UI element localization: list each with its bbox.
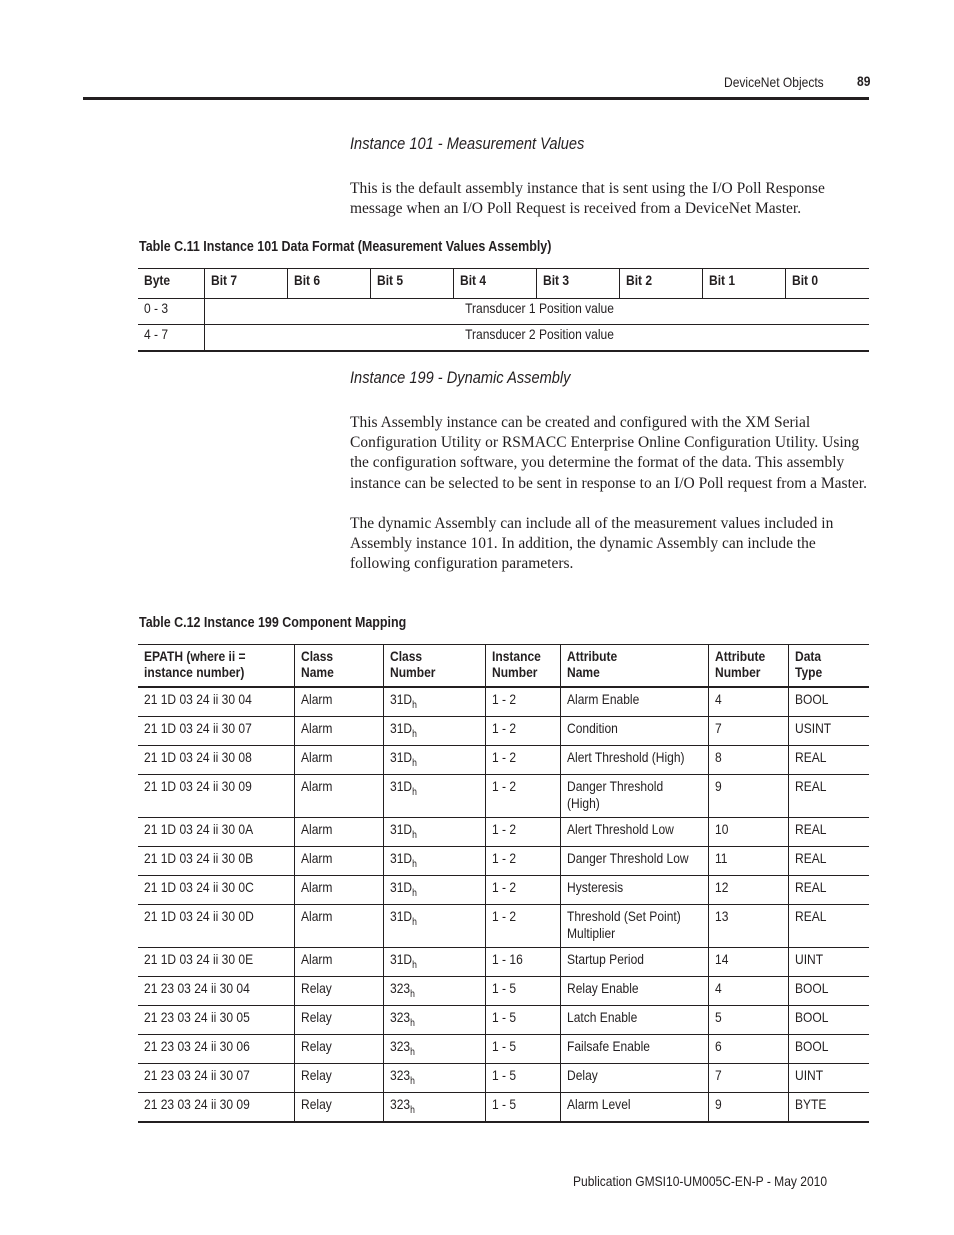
class-number-cell: $31D_h$ xyxy=(383,876,486,905)
epath-cell: 21 23 03 24 ii 30 07 xyxy=(138,1064,295,1093)
class-name-cell: Alarm xyxy=(295,775,384,818)
attribute-number-cell: 14 xyxy=(709,948,789,977)
header-rule xyxy=(83,97,869,100)
data-type-cell: USINT xyxy=(789,717,869,746)
column-header: Bit 3 xyxy=(536,269,619,299)
data-type-cell: BYTE xyxy=(789,1093,869,1123)
epath-cell: 21 1D 03 24 ii 30 0B xyxy=(138,847,295,876)
byte-cell: 4 - 7 xyxy=(138,325,204,352)
table-row xyxy=(138,687,869,717)
class-name-cell: Alarm xyxy=(295,876,384,905)
class-number-cell: $323_h$ xyxy=(383,1035,486,1064)
table-c11-caption: Table C.11 Instance 101 Data Format (Measurement Values Assembly) xyxy=(139,239,552,255)
table-row xyxy=(138,948,869,977)
attribute-name-cell: Relay Enable xyxy=(560,977,708,1006)
table-row xyxy=(138,876,869,905)
class-number-cell: $31D_h$ xyxy=(383,687,486,717)
column-header: Byte xyxy=(138,269,204,299)
epath-cell: 21 1D 03 24 ii 30 0E xyxy=(138,948,295,977)
instance-number-cell: 1 - 2 xyxy=(486,876,560,905)
instance-199-body xyxy=(350,413,870,594)
column-header: Bit 5 xyxy=(370,269,453,299)
instance-number-cell: 1 - 2 xyxy=(486,746,560,775)
class-name-cell: Relay xyxy=(295,1093,384,1123)
epath-cell: 21 1D 03 24 ii 30 0D xyxy=(138,905,295,948)
column-header-instance-number: Instance Number xyxy=(486,645,560,688)
epath-cell: 21 23 03 24 ii 30 04 xyxy=(138,977,295,1006)
table-c12 xyxy=(138,644,869,1123)
table-row xyxy=(138,746,869,775)
table-row xyxy=(138,1035,869,1064)
epath-cell: 21 23 03 24 ii 30 09 xyxy=(138,1093,295,1123)
epath-cell: 21 1D 03 24 ii 30 0A xyxy=(138,818,295,847)
instance-number-cell: 1 - 2 xyxy=(486,687,560,717)
attribute-name-cell: Delay xyxy=(560,1064,708,1093)
class-number-cell: $31D_h$ xyxy=(383,775,486,818)
data-type-cell: REAL xyxy=(789,847,869,876)
page-number: 89 xyxy=(857,73,871,89)
instance-101-heading: Instance 101 - Measurement Values xyxy=(350,134,585,153)
paragraph: This Assembly instance can be created and configured with the XM Serial Configuration Utility or RSMACC Enterprise Online Configuration Utility. Using the configuration software, you determine the format of the data. This assembly instance can be selected to be sent in response to an I/O Poll request from a Master. xyxy=(350,414,867,492)
class-name-cell: Relay xyxy=(295,1035,384,1064)
data-type-cell: REAL xyxy=(789,775,869,818)
attribute-number-cell: 7 xyxy=(709,1064,789,1093)
table-row xyxy=(138,1006,869,1035)
instance-number-cell: 1 - 5 xyxy=(486,1006,560,1035)
class-number-cell: $323_h$ xyxy=(383,977,486,1006)
class-name-cell: Alarm xyxy=(295,948,384,977)
attribute-number-cell: 4 xyxy=(709,687,789,717)
epath-cell: 21 1D 03 24 ii 30 08 xyxy=(138,746,295,775)
attribute-number-cell: 13 xyxy=(709,905,789,948)
attribute-number-cell: 5 xyxy=(709,1006,789,1035)
table-c11 xyxy=(138,268,869,352)
class-name-cell: Alarm xyxy=(295,717,384,746)
instance-number-cell: 1 - 5 xyxy=(486,977,560,1006)
instance-101-body xyxy=(350,179,870,239)
table-row xyxy=(138,299,869,325)
attribute-name-cell: Threshold (Set Point) Multiplier xyxy=(560,905,708,948)
column-header: Bit 7 xyxy=(204,269,287,299)
column-header: Bit 6 xyxy=(287,269,370,299)
data-type-cell: REAL xyxy=(789,818,869,847)
epath-cell: 21 1D 03 24 ii 30 09 xyxy=(138,775,295,818)
attribute-number-cell: 12 xyxy=(709,876,789,905)
table-row xyxy=(138,847,869,876)
data-type-cell: BOOL xyxy=(789,687,869,717)
attribute-name-cell: Latch Enable xyxy=(560,1006,708,1035)
epath-cell: 21 1D 03 24 ii 30 07 xyxy=(138,717,295,746)
column-header-data-type: Data Type xyxy=(789,645,869,688)
column-header-attribute-number: Attribute Number xyxy=(709,645,789,688)
class-number-cell: $31D_h$ xyxy=(383,818,486,847)
column-header: Bit 1 xyxy=(702,269,785,299)
instance-number-cell: 1 - 5 xyxy=(486,1035,560,1064)
class-name-cell: Alarm xyxy=(295,905,384,948)
data-type-cell: UINT xyxy=(789,1064,869,1093)
attribute-number-cell: 6 xyxy=(709,1035,789,1064)
class-name-cell: Alarm xyxy=(295,847,384,876)
table-row xyxy=(138,775,869,818)
data-type-cell: REAL xyxy=(789,905,869,948)
table-row xyxy=(138,325,869,352)
attribute-name-cell: Condition xyxy=(560,717,708,746)
instance-number-cell: 1 - 2 xyxy=(486,905,560,948)
table-row xyxy=(138,977,869,1006)
attribute-number-cell: 9 xyxy=(709,1093,789,1123)
paragraph: This is the default assembly instance that is sent using the I/O Poll Response message when an I/O Poll Request is received from a DeviceNet Master. xyxy=(350,180,825,218)
attribute-number-cell: 11 xyxy=(709,847,789,876)
instance-199-heading: Instance 199 - Dynamic Assembly xyxy=(350,368,571,387)
attribute-number-cell: 4 xyxy=(709,977,789,1006)
paragraph: The dynamic Assembly can include all of the measurement values included in Assembly instance 101. In addition, the dynamic Assembly can include the following configuration parameters. xyxy=(350,514,834,573)
table-header-row xyxy=(138,645,869,688)
running-header-section: DeviceNet Objects xyxy=(724,74,824,90)
attribute-number-cell: 8 xyxy=(709,746,789,775)
instance-number-cell: 1 - 2 xyxy=(486,818,560,847)
class-name-cell: Relay xyxy=(295,1006,384,1035)
data-type-cell: UINT xyxy=(789,948,869,977)
class-number-cell: $31D_h$ xyxy=(383,847,486,876)
data-type-cell: REAL xyxy=(789,746,869,775)
epath-cell: 21 1D 03 24 ii 30 04 xyxy=(138,687,295,717)
table-row xyxy=(138,818,869,847)
class-name-cell: Alarm xyxy=(295,687,384,717)
instance-number-cell: 1 - 5 xyxy=(486,1064,560,1093)
value-cell: Transducer 2 Position value xyxy=(204,325,869,352)
publication-footer: Publication GMSI10-UM005C-EN-P - May 2010 xyxy=(572,1173,827,1189)
attribute-number-cell: 10 xyxy=(709,818,789,847)
class-number-cell: $31D_h$ xyxy=(383,746,486,775)
class-number-cell: $31D_h$ xyxy=(383,717,486,746)
column-header: Bit 4 xyxy=(453,269,536,299)
byte-cell: 0 - 3 xyxy=(138,299,204,325)
class-number-cell: $323_h$ xyxy=(383,1064,486,1093)
class-name-cell: Relay xyxy=(295,1064,384,1093)
column-header-epath: EPATH (where ii = instance number) xyxy=(138,645,295,688)
attribute-number-cell: 7 xyxy=(709,717,789,746)
table-c12-caption: Table C.12 Instance 199 Component Mapping xyxy=(139,615,407,631)
column-header-class-number: Class Number xyxy=(383,645,486,688)
attribute-name-cell: Alert Threshold (High) xyxy=(560,746,708,775)
data-type-cell: REAL xyxy=(789,876,869,905)
attribute-name-cell: Startup Period xyxy=(560,948,708,977)
attribute-name-cell: Failsafe Enable xyxy=(560,1035,708,1064)
table-header-row xyxy=(138,269,869,299)
class-name-cell: Alarm xyxy=(295,818,384,847)
column-header: Bit 2 xyxy=(619,269,702,299)
column-header: Bit 0 xyxy=(785,269,869,299)
attribute-name-cell: Danger Threshold Low xyxy=(560,847,708,876)
attribute-name-cell: Alert Threshold Low xyxy=(560,818,708,847)
data-type-cell: BOOL xyxy=(789,1035,869,1064)
table-row xyxy=(138,717,869,746)
attribute-name-cell: Alarm Enable xyxy=(560,687,708,717)
table-row xyxy=(138,905,869,948)
data-type-cell: BOOL xyxy=(789,1006,869,1035)
column-header-attribute-name: Attribute Name xyxy=(560,645,708,688)
epath-cell: 21 23 03 24 ii 30 06 xyxy=(138,1035,295,1064)
attribute-number-cell: 9 xyxy=(709,775,789,818)
instance-number-cell: 1 - 2 xyxy=(486,847,560,876)
class-name-cell: Alarm xyxy=(295,746,384,775)
instance-number-cell: 1 - 2 xyxy=(486,717,560,746)
table-row xyxy=(138,1093,869,1123)
table-row xyxy=(138,1064,869,1093)
data-type-cell: BOOL xyxy=(789,977,869,1006)
class-number-cell: $323_h$ xyxy=(383,1093,486,1123)
class-number-cell: $31D_h$ xyxy=(383,948,486,977)
class-number-cell: $323_h$ xyxy=(383,1006,486,1035)
value-cell: Transducer 1 Position value xyxy=(204,299,869,325)
epath-cell: 21 23 03 24 ii 30 05 xyxy=(138,1006,295,1035)
instance-number-cell: 1 - 16 xyxy=(486,948,560,977)
attribute-name-cell: Danger Threshold (High) xyxy=(560,775,708,818)
epath-cell: 21 1D 03 24 ii 30 0C xyxy=(138,876,295,905)
class-number-cell: $31D_h$ xyxy=(383,905,486,948)
instance-number-cell: 1 - 2 xyxy=(486,775,560,818)
class-name-cell: Relay xyxy=(295,977,384,1006)
attribute-name-cell: Hysteresis xyxy=(560,876,708,905)
instance-number-cell: 1 - 5 xyxy=(486,1093,560,1123)
attribute-name-cell: Alarm Level xyxy=(560,1093,708,1123)
column-header-class-name: Class Name xyxy=(295,645,384,688)
